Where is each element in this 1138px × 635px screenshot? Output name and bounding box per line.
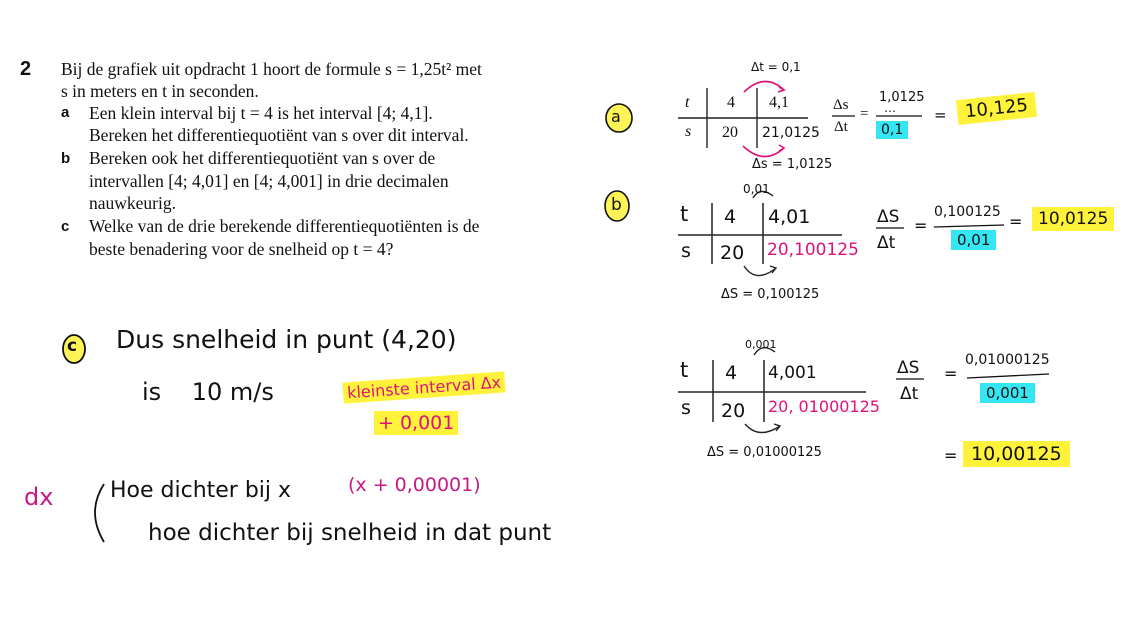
part-b2-equals-2: = [944,446,958,465]
part-b2-value-numerator: 0,01000125 [965,352,1050,368]
exercise-intro-line1: Bij de grafiek uit opdracht 1 hoort de formule s = 1,25t² met [61,59,482,79]
part-a-frac-numerator: Δs [833,97,849,113]
part-b1-t2: 4,01 [768,206,811,228]
notes-line1: Hoe dichter bij x [110,478,292,503]
part-b2-result: 10,00125 [963,441,1070,467]
part-a-t-header: t [685,94,690,111]
question-a-line2: Bereken het differentiequotiënt van s over dit interval. [89,125,469,145]
part-b1-equals-1: = [914,216,928,235]
question-b-line3: nauwkeurig. [89,193,176,213]
part-a-result: 10,125 [956,92,1037,125]
part-a-s2: 21,0125 [762,125,820,141]
part-b-circle-label: b [611,195,622,215]
part-b2-s1: 20 [721,400,746,422]
notes-paren: (x + 0,00001) [348,474,481,496]
notes-dx: dx [24,483,54,511]
part-b2-frac-numerator: ΔS [897,358,920,378]
part-b1-t-header: t [680,202,689,226]
part-b2-t1: 4 [725,362,738,384]
part-b2-delta-s: ΔS = 0,01000125 [707,445,822,460]
question-b-label: b [61,150,71,167]
part-b1-frac-denominator: Δt [877,233,896,253]
question-c-line2: beste benadering voor de snelheid op t = 4? [89,239,394,259]
part-b1-delta-s: ΔS = 0,100125 [721,287,820,302]
part-a-value-dots: … [884,101,896,115]
part-b1-frac-numerator: ΔS [877,207,900,227]
part-a-value-numerator: 1,0125 [879,90,925,105]
part-b1-result: 10,0125 [1032,207,1114,231]
notes-line2: hoe dichter bij snelheid in dat punt [148,520,552,546]
part-b2-s-header: s [681,397,691,419]
question-c-label: c [61,218,70,235]
part-b2-equals-1: = [944,364,958,383]
part-b1-s-header: s [681,240,691,262]
part-a-delta-s: Δs = 1,0125 [752,157,833,172]
part-a-equals-2: = [934,106,947,124]
part-c-line1: Dus snelheid in punt (4,20) [116,325,457,354]
part-a-s1: 20 [722,124,738,141]
part-b2-delta-t: 0,001 [745,338,777,351]
part-c-circle-label: c [67,336,78,356]
part-a-circle-label: a [611,107,621,126]
part-a-t1: 4 [727,94,735,111]
exercise-intro-line2: s in meters en t in seconden. [61,81,259,101]
part-c-note1: kleinste interval Δx [342,371,505,403]
question-a-label: a [61,104,70,121]
part-b2-frac-denominator: Δt [900,384,919,404]
part-c-line2: is 10 m/s [142,378,274,406]
question-b-line1: Bereken ook het differentiequotiënt van s over de [89,148,436,168]
part-a-t2: 4,1 [769,94,789,111]
part-a-delta-t: Δt = 0,1 [751,60,801,74]
part-b2-value-denominator: 0,001 [980,383,1035,403]
part-b1-delta-t: 0,01 [743,182,770,196]
part-a-s-header: s [685,123,692,140]
question-c-line1: Welke van de drie berekende differentiequotiënten is de [89,216,480,236]
part-b1-value-denominator: 0,01 [951,230,996,250]
part-b1-t1: 4 [724,206,737,228]
question-a-line1: Een klein interval bij t = 4 is het interval [4; 4,1]. [89,103,433,123]
question-b-line2: intervallen [4; 4,01] en [4; 4,001] in drie decimalen [89,171,449,191]
part-b1-equals-2: = [1009,212,1023,231]
part-c-note2: + 0,001 [374,411,458,435]
part-a-value-denominator: 0,1 [876,121,908,139]
part-b1-s2: 20,100125 [767,240,859,260]
part-a-equals-1: = [860,106,869,122]
part-b1-s1: 20 [720,242,745,264]
part-b2-s2: 20, 01000125 [768,397,880,416]
part-a-frac-denominator: Δt [834,119,848,135]
part-b2-t-header: t [680,358,689,382]
part-b1-value-numerator: 0,100125 [934,204,1001,220]
exercise-number: 2 [20,58,32,80]
part-b2-t2: 4,001 [768,363,817,383]
